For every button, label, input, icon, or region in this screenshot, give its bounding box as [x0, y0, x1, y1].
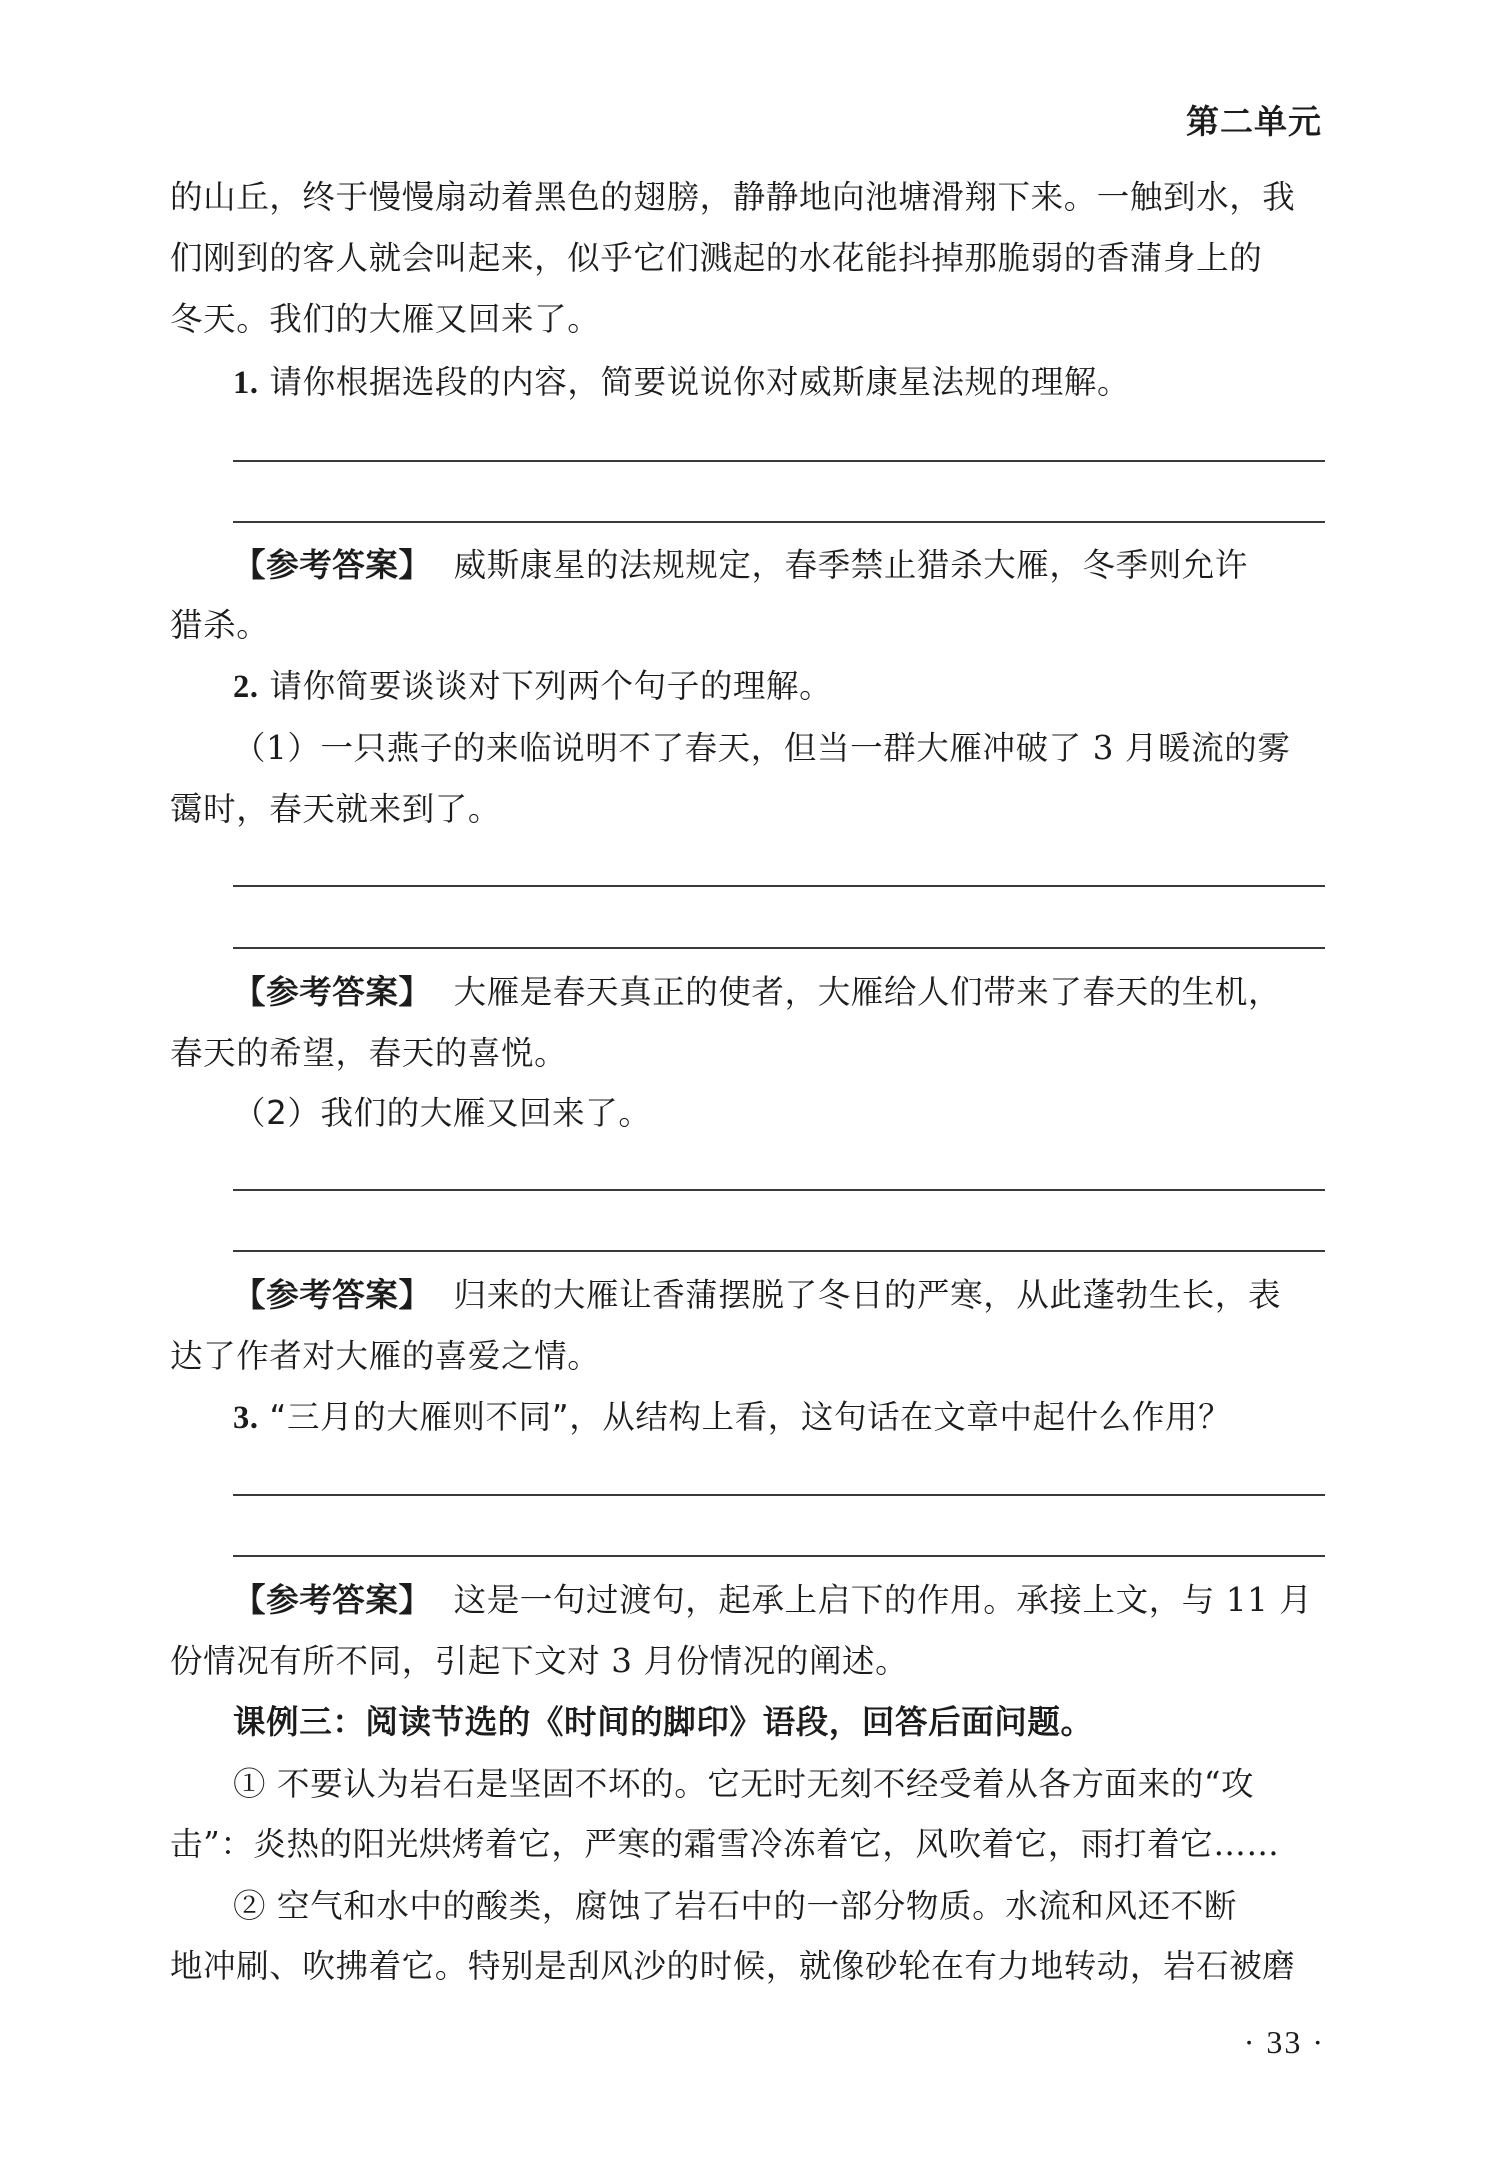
sub-question-1: （1）一只燕子的来临说明不了春天，但当一群大雁冲破了 3 月暖流的雾 — [233, 729, 1291, 767]
unit-title: 第二单元 — [1186, 102, 1322, 141]
reference-answer — [233, 1275, 1325, 1315]
passage-line: 冬天。我们的大雁又回来了。 — [170, 300, 601, 338]
question-text: 请你简要谈谈对下列两个句子的理解。 — [269, 667, 833, 705]
answer-text-line: 达了作者对大雁的喜爱之情。 — [170, 1337, 601, 1375]
answer-text: 这是一句过渡句，起承上启下的作用。承接上文，与 11 月 — [453, 1581, 1313, 1619]
answer-text: 归来的大雁让香蒲摆脱了冬日的严寒，从此蓬勃生长，表 — [453, 1276, 1282, 1314]
question-number: 1. — [233, 365, 259, 401]
paragraph-2: ② 空气和水中的酸类，腐蚀了岩石中的一部分物质。水流和风还不断 — [233, 1887, 1237, 1925]
answer-line — [233, 460, 1325, 462]
reference-answer — [233, 545, 1325, 585]
passage-line: 们刚到的客人就会叫起来，似乎它们溅起的水花能抖掉那脆弱的香蒲身上的 — [170, 239, 1263, 277]
answer-tag: 【参考答案】 — [233, 546, 432, 584]
answer-text-line: 份情况有所不同，引起下文对 3 月份情况的阐述。 — [170, 1642, 909, 1680]
question-number: 2. — [233, 669, 259, 705]
sub-question-2: （2）我们的大雁又回来了。 — [233, 1094, 652, 1132]
question-3 — [233, 1397, 1325, 1438]
answer-line — [233, 521, 1325, 523]
answer-line — [233, 885, 1325, 887]
answer-text-line: 春天的希望，春天的喜悦。 — [170, 1034, 568, 1072]
sub-question-1-cont: 霭时，春天就来到了。 — [170, 790, 502, 828]
answer-line — [233, 1555, 1325, 1557]
question-1 — [233, 362, 1325, 403]
answer-line — [233, 1494, 1325, 1496]
reference-answer — [233, 1580, 1325, 1620]
reference-answer — [233, 972, 1325, 1012]
example-heading: 课例三：阅读节选的《时间的脚印》语段，回答后面问题。 — [233, 1703, 1094, 1741]
answer-line — [233, 1189, 1325, 1191]
answer-line — [233, 1250, 1325, 1252]
question-2 — [233, 666, 1325, 707]
paragraph-1-cont: 击”：炎热的阳光烘烤着它，严寒的霜雪冷冻着它，风吹着它，雨打着它…… — [170, 1825, 1280, 1863]
question-text: 请你根据选段的内容，简要说说你对威斯康星法规的理解。 — [269, 363, 1131, 401]
answer-tag: 【参考答案】 — [233, 1276, 432, 1314]
answer-line — [233, 947, 1325, 949]
answer-text: 大雁是春天真正的使者，大雁给人们带来了春天的生机， — [453, 973, 1282, 1011]
answer-text: 威斯康星的法规规定，春季禁止猎杀大雁，冬季则允许 — [453, 546, 1249, 584]
answer-tag: 【参考答案】 — [233, 973, 432, 1011]
paragraph-1: ① 不要认为岩石是坚固不坏的。它无时无刻不经受着从各方面来的“攻 — [233, 1765, 1255, 1803]
answer-text-line: 猎杀。 — [170, 606, 270, 644]
question-text: “三月的大雁则不同”，从结构上看，这句话在文章中起什么作用？ — [269, 1398, 1232, 1436]
page-number: · 33 · — [1243, 2024, 1325, 2060]
answer-tag: 【参考答案】 — [233, 1581, 432, 1619]
passage-line: 的山丘，终于慢慢扇动着黑色的翅膀，静静地向池塘滑翔下来。一触到水，我 — [170, 178, 1296, 216]
paragraph-2-cont: 地冲刷、吹拂着它。特别是刮风沙的时候，就像砂轮在有力地转动，岩石被磨 — [170, 1947, 1296, 1985]
question-number: 3. — [233, 1400, 259, 1436]
